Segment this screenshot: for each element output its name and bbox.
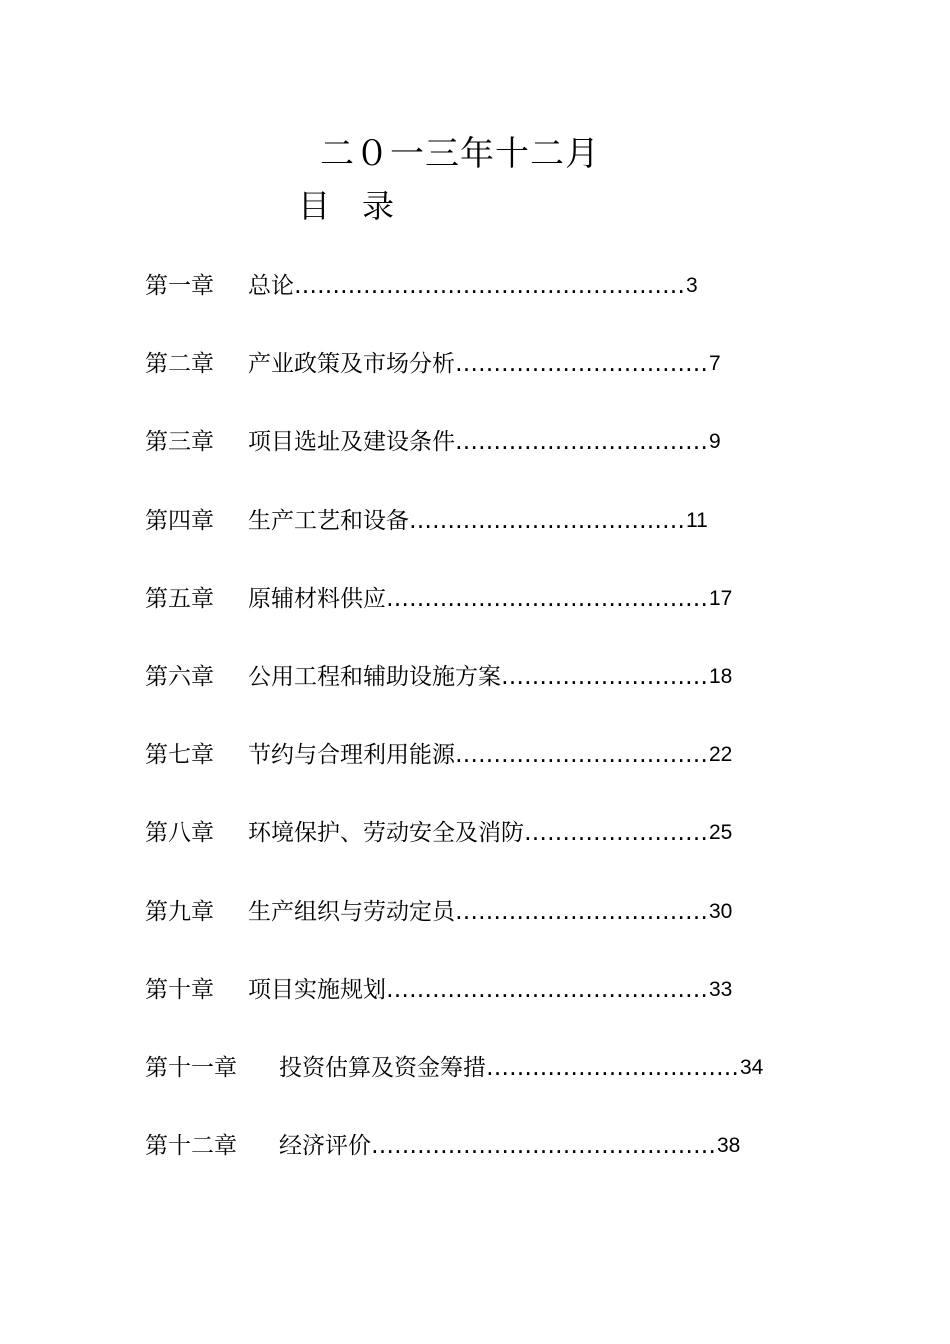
toc-leader-dots: ……………………………………………: [294, 273, 685, 299]
toc-chapter-label: 第三章: [145, 429, 214, 456]
toc-leader-dots: ………………………: [501, 663, 708, 690]
toc-chapter-label: 第九章: [145, 898, 214, 925]
table-of-contents: [145, 268, 805, 1206]
toc-leader-dots: ……………………………………: [386, 976, 708, 1003]
toc-chapter-label: 第十二章: [145, 1133, 237, 1160]
toc-chapter-label: 第二章: [145, 351, 214, 378]
toc-chapter-title: 产业政策及市场分析: [248, 351, 455, 378]
toc-leader-dots: ………………………………: [409, 507, 685, 534]
toc-chapter-title: 原辅材料供应: [248, 585, 386, 612]
toc-page-number: 7: [709, 352, 721, 376]
toc-leader-dots: ………………………………………: [371, 1133, 716, 1160]
toc-leader-dots: ……………………………: [455, 351, 708, 378]
toc-entry-6: [145, 659, 805, 737]
toc-chapter-label: 第七章: [145, 742, 214, 769]
toc-chapter-title: 生产组织与劳动定员: [248, 898, 455, 925]
toc-entry-9: [145, 894, 805, 972]
toc-page-number: 22: [709, 743, 733, 767]
toc-page-number: 3: [686, 274, 698, 297]
toc-entry-3: [145, 424, 805, 502]
toc-chapter-label: 第八章: [145, 820, 214, 847]
toc-chapter-title: 投资估算及资金筹措: [279, 1054, 486, 1081]
toc-chapter-title: 项目选址及建设条件: [248, 429, 455, 456]
toc-chapter-label: 第六章: [145, 663, 214, 690]
toc-page-number: 25: [709, 821, 733, 845]
toc-chapter-title: 总论: [248, 273, 294, 299]
toc-leader-dots: ……………………………: [455, 429, 708, 456]
toc-entry-1: [145, 268, 805, 346]
toc-chapter-title: 经济评价: [279, 1133, 371, 1160]
toc-chapter-title: 公用工程和辅助设施方案: [248, 663, 501, 690]
toc-chapter-label: 第五章: [145, 585, 214, 612]
toc-chapter-label: 第一章: [145, 273, 214, 299]
toc-chapter-title: 环境保护、劳动安全及消防: [248, 820, 524, 847]
toc-leader-dots: ……………………………: [455, 898, 708, 925]
toc-chapter-title: 节约与合理利用能源: [248, 742, 455, 769]
toc-leader-dots: ……………………………: [486, 1054, 739, 1081]
toc-chapter-label: 第十章: [145, 976, 214, 1003]
toc-page-number: 17: [709, 586, 733, 610]
toc-entry-4: [145, 503, 805, 581]
toc-page-number: 38: [717, 1134, 741, 1158]
toc-chapter-label: 第四章: [145, 507, 214, 534]
toc-page-number: 9: [709, 430, 721, 454]
toc-chapter-title: 项目实施规划: [248, 976, 386, 1003]
toc-entry-10: [145, 972, 805, 1050]
toc-entry-11: [145, 1050, 805, 1128]
toc-page-number: 34: [740, 1055, 764, 1079]
toc-entry-7: [145, 737, 805, 815]
toc-page-number: 30: [709, 899, 733, 923]
toc-leader-dots: ……………………………: [455, 742, 708, 769]
toc-title: 目 录: [298, 187, 395, 225]
document-date: 二０一三年十二月: [320, 134, 600, 174]
toc-chapter-label: 第十一章: [145, 1054, 237, 1081]
toc-page-number: 33: [709, 977, 733, 1001]
toc-page-number: 18: [709, 664, 733, 688]
toc-entry-8: [145, 815, 805, 893]
toc-entry-5: [145, 581, 805, 659]
toc-page-number: 11: [686, 508, 708, 532]
toc-leader-dots: ……………………: [524, 820, 708, 847]
toc-entry-2: [145, 346, 805, 424]
toc-entry-12: [145, 1128, 805, 1206]
toc-leader-dots: ……………………………………: [386, 585, 708, 612]
toc-chapter-title: 生产工艺和设备: [248, 507, 409, 534]
